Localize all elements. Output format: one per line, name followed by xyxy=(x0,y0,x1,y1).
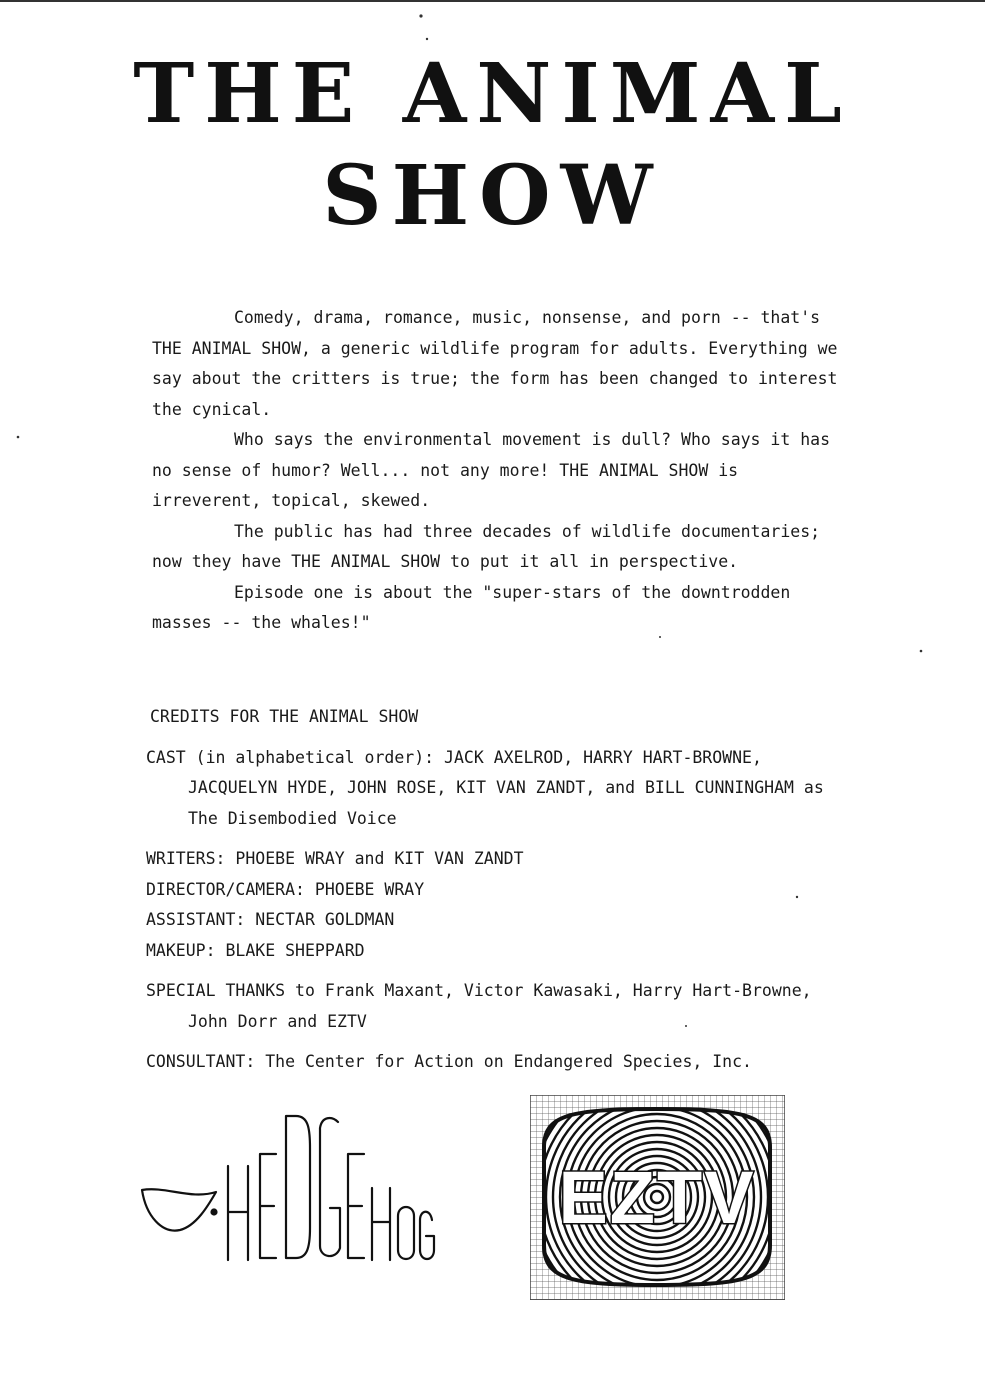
title-line-2: SHOW xyxy=(322,148,663,244)
eztv-wordmark: EZTV xyxy=(558,1156,756,1239)
credit-label: CAST (in alphabetical order): xyxy=(146,747,435,767)
credit-label: CONSULTANT: xyxy=(146,1052,256,1071)
eztv-logo xyxy=(530,1095,785,1300)
credit-value: NECTAR GOLDMAN xyxy=(255,910,395,929)
credit-special-thanks xyxy=(146,976,846,1037)
credit-value: BLAKE SHEPPARD xyxy=(225,940,365,960)
credits-section xyxy=(146,702,846,1088)
credit-director xyxy=(146,875,846,906)
credit-label: WRITERS: xyxy=(146,849,226,868)
credit-value: to Frank Maxant, Victor Kawasaki, Harry Hart-Browne, John Dorr and EZTV xyxy=(188,981,812,1031)
intro-paragraph: Who says the environmental movement is dull? Who says it has no sense of humor? Well... not any more! THE ANIMAL SHOW is irreverent, topical, skewed. xyxy=(152,430,831,510)
intro-paragraph: Comedy, drama, romance, music, nonsense, and porn -- that's THE ANIMAL SHOW, a generic wildlife program for adults. Everything we say about the critters is true; the form has been changed to interest the cynical. xyxy=(152,308,838,419)
credit-writers xyxy=(146,844,846,875)
title-line-1: THE ANIMAL xyxy=(133,46,852,142)
intro-text xyxy=(152,303,842,639)
hedgehog-snout-shape xyxy=(142,1189,216,1230)
credit-label: ASSISTANT: xyxy=(146,910,246,929)
credit-makeup xyxy=(146,936,846,967)
intro-paragraph: The public has had three decades of wildlife documentaries; now they have THE ANIMAL SHOW to put it all in perspective. xyxy=(152,521,821,571)
credit-value: JACK AXELROD, HARRY HART-BROWNE, JACQUELYN HYDE, JOHN ROSE, KIT VAN ZANDT, and BILL CUNNINGHAM as The Disembodied Voice xyxy=(188,747,824,828)
intro-paragraph: Episode one is about the "super-stars of the downtrodden masses -- the whales!" xyxy=(152,582,791,632)
hedgehog-logo xyxy=(136,1108,436,1273)
credit-cast xyxy=(146,743,846,835)
credit-consultant xyxy=(146,1047,846,1078)
hedgehog-eye-icon xyxy=(212,1210,217,1215)
credit-value: PHOEBE WRAY xyxy=(314,879,425,899)
credit-assistant xyxy=(146,905,846,936)
credit-label: SPECIAL THANKS xyxy=(146,981,286,1000)
credit-label: DIRECTOR/CAMERA: xyxy=(146,879,305,899)
top-border-line xyxy=(0,0,985,2)
credit-value: PHOEBE WRAY and KIT VAN ZANDT xyxy=(235,849,524,868)
credit-label: MAKEUP: xyxy=(146,940,216,960)
credits-heading: CREDITS FOR THE ANIMAL SHOW xyxy=(150,707,419,726)
credit-value: The Center for Action on Endangered Species, Inc. xyxy=(265,1052,752,1071)
